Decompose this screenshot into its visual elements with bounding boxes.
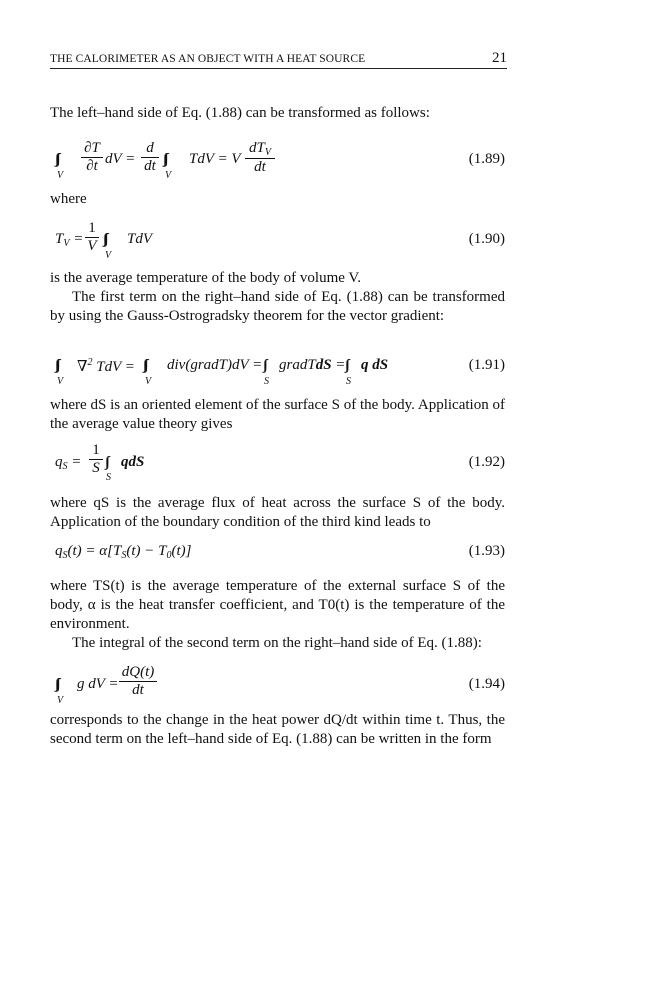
equation-number: (1.93) — [468, 543, 505, 559]
equation-1-89: ∫∫∫ V $\frac{\partial T}{\partial t}$ dV = $\frac{d}{dt}$ ∫∫∫ V TdV = V $dT_V$ dt (1.89) — [55, 140, 505, 181]
paragraph-average-flux: where qS is the average flux of heat across the surface S of the body. Application of the boundary condition of the third kind leads to — [50, 495, 505, 530]
equation-1-93: $q_S(t) = \alpha[T_S(t) - T_0(t)]$ (1.93) — [55, 543, 505, 561]
paragraph-surface-temp: where TS(t) is the average temperature of the external surface S of the body, α is the heat transfer coefficient, and T0(t) is the temperature of the environment. — [50, 578, 505, 632]
equation-1-90: $T_V$ = $\frac{1}{V}$ ∫∫∫ V TdV (1.90) — [55, 220, 505, 261]
equation-1-92: $q_S$ = $\frac{1}{S}$ ∫∫ S qdS (1.92) — [55, 442, 505, 483]
paragraph-intro: The left–hand side of Eq. (1.88) can be transformed as follows: — [50, 105, 430, 121]
running-head — [50, 52, 507, 69]
paragraph-second-term-integral: The integral of the second term on the right–hand side of Eq. (1.88): — [72, 635, 482, 651]
paragraph-heat-power: corresponds to the change in the heat power dQ/dt within time t. Thus, the second term on the left–hand side of Eq. (1.88) can be written in the form — [50, 712, 505, 747]
paragraph-where: where — [50, 191, 87, 207]
paragraph-oriented-element: where dS is an oriented element of the surface S of the body. Application of the average value theory gives — [50, 397, 505, 432]
equation-number: (1.91) — [468, 357, 505, 373]
equation-1-94: ∫∫∫ V g dV = $\frac{dQ(t)}{dt}$ (1.94) — [55, 664, 505, 706]
running-title: THE CALORIMETER AS AN OBJECT WITH A HEAT SOURCE — [50, 53, 366, 65]
equation-number: (1.92) — [468, 454, 505, 470]
equation-number: (1.94) — [468, 676, 505, 692]
equation-number: (1.90) — [468, 231, 505, 247]
equation-1-91: ∫∫∫ V ∇$^2$ TdV = ∫∫∫ V div(gradT)dV = ∫∫ S gradTdS = ∫∫ S q dS (1.91) — [55, 357, 505, 387]
paragraph-first-term: The first term on the right–hand side of Eq. (1.88) can be transformed by using the Gauss-Ostrogradsky theorem for the vector gradient: — [50, 289, 505, 324]
paragraph-average-temp: is the average temperature of the body of volume V. — [50, 270, 362, 286]
equation-number: (1.89) — [468, 151, 505, 167]
page-number: 21 — [492, 50, 507, 66]
